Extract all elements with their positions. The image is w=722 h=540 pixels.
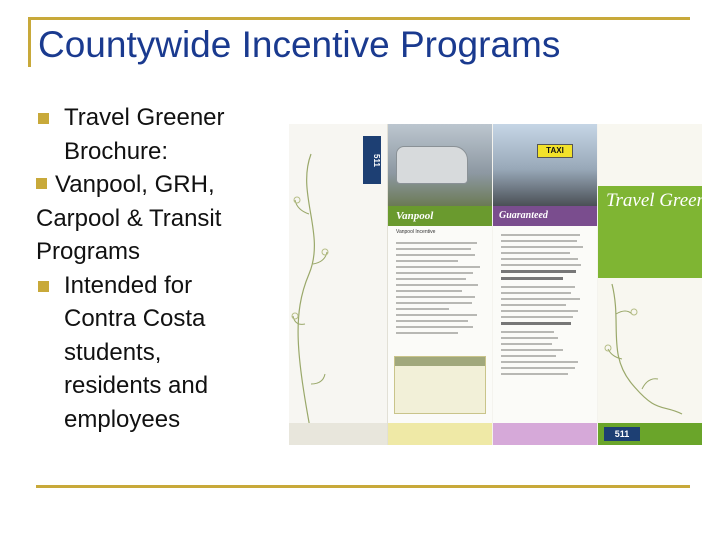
bullet-item: Travel Greener [36,101,276,135]
vanpool-banner: Vanpool [388,206,492,226]
brochure-panel-back [289,124,388,445]
panel-footer [598,423,702,445]
top-border-line [28,17,690,20]
brochure-panel-guaranteed [493,124,597,445]
bullet-item: Vanpool, GRH, [36,168,276,202]
left-border-line [28,17,31,67]
vine-decoration-icon [602,284,692,414]
guaranteed-banner: Guaranteed [493,206,597,226]
bullet-square-icon [38,113,49,124]
cover-title-band [598,186,722,278]
logo-511-icon: 511 [604,427,640,441]
vanpool-info-box [394,356,486,414]
bullet-item: Intended for [36,269,276,303]
van-photo [388,124,492,206]
text-block [501,234,589,379]
taxi-sign: TAXI [537,144,573,158]
cover-title: Travel Greener [606,190,722,211]
vine-decoration-icon [291,154,331,444]
taxi-photo [493,124,597,206]
panel-footer [388,423,492,445]
bullet-list: Travel Greener Brochure: Vanpool, GRH, Carpool & Transit Programs Intended for Contra Costa students, residents and employees [36,101,276,436]
van-icon [396,146,468,184]
bottom-border-line [36,485,690,488]
bullet-square-icon [38,281,49,292]
brochure-image [289,124,722,445]
panel-footer [289,423,387,445]
panel-footer [493,423,597,445]
bullet-square-icon [36,178,47,189]
slide-title: Countywide Incentive Programs [38,24,561,65]
brochure-panel-vanpool [388,124,492,445]
brochure-panel-cover [598,124,722,445]
text-block [396,242,484,338]
vanpool-subtitle: Vanpool Incentive [396,229,436,235]
logo-511-icon: 511 [363,136,381,184]
